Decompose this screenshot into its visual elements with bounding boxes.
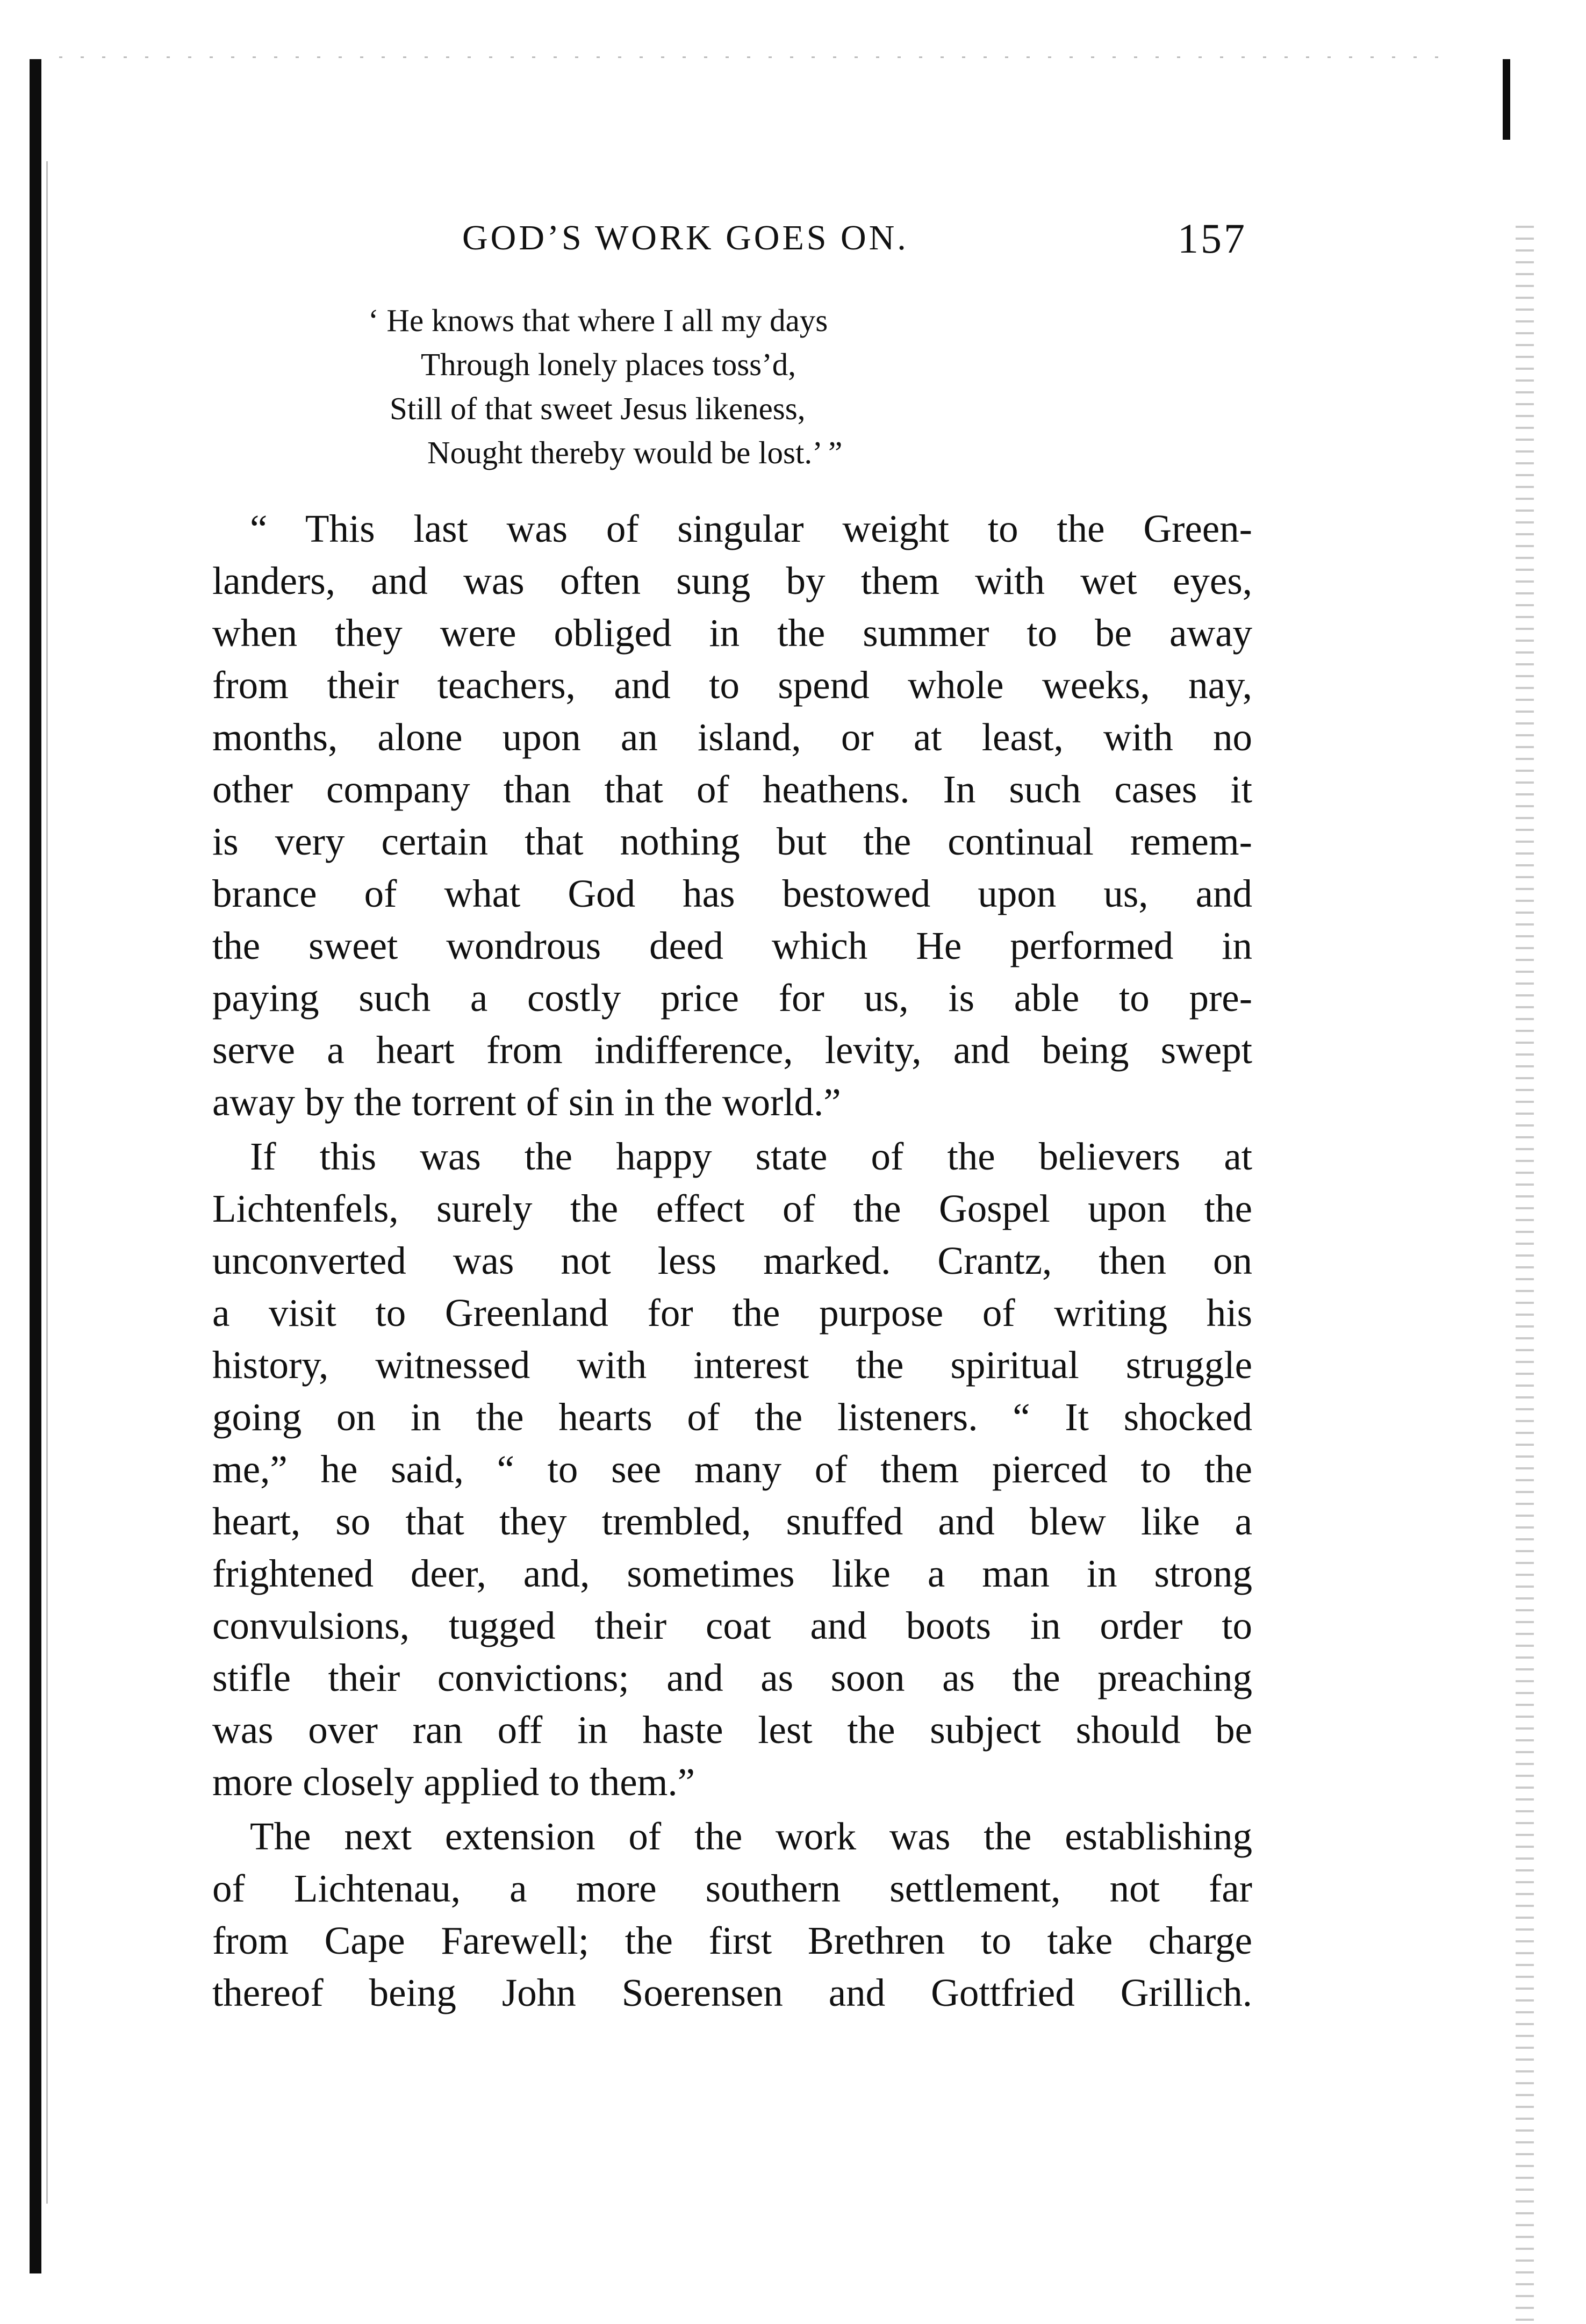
text-line: is very certain that nothing but the continual remem- xyxy=(212,820,1252,863)
scan-edge-left xyxy=(30,59,41,2273)
text-line: from Cape Farewell; the first Brethren to take charge xyxy=(212,1919,1252,1962)
text-line: frightened deer, and, sometimes like a man in strong xyxy=(212,1552,1252,1595)
text-line: brance of what God has bestowed upon us, and xyxy=(212,872,1252,915)
text-line: more closely applied to them.” xyxy=(212,1760,695,1804)
scan-edge-left-shadow xyxy=(46,161,48,2204)
text-line: heart, so that they trembled, snuffed and blew like a xyxy=(212,1500,1252,1543)
verse-line: Through lonely places toss’d, xyxy=(421,347,796,382)
text-line: other company than that of heathens. In such cases it xyxy=(212,768,1252,811)
text-line: landers, and was often sung by them with wet eyes, xyxy=(212,559,1252,602)
paragraph xyxy=(212,1810,1252,2019)
paragraph xyxy=(212,1130,1252,1808)
text-line: was over ran off in haste lest the subject should be xyxy=(212,1708,1252,1752)
text-line: convulsions, tugged their coat and boots in order to xyxy=(212,1604,1252,1647)
verse-line: Nought thereby would be lost.’ ” xyxy=(427,435,843,470)
verse-quote xyxy=(368,298,1067,475)
paragraph xyxy=(212,503,1252,1128)
text-line: paying such a costly price for us, is able to pre- xyxy=(212,976,1252,1020)
running-title: GOD’S WORK GOES ON. xyxy=(462,218,909,257)
text-line: serve a heart from indifference, levity, and being swept xyxy=(212,1028,1252,1072)
text-line: “ This last was of singular weight to the Green- xyxy=(250,507,1252,550)
scan-edge-right-noise xyxy=(1516,226,1534,2322)
text-line: If this was the happy state of the believers at xyxy=(250,1135,1252,1178)
text-line: from their teachers, and to spend whole weeks, nay, xyxy=(212,663,1252,707)
text-line: of Lichtenau, a more southern settlement, not far xyxy=(212,1867,1252,1910)
text-line: months, alone upon an island, or at least, with no xyxy=(212,715,1252,759)
verse-line: Still of that sweet Jesus likeness, xyxy=(390,391,806,426)
text-line: away by the torrent of sin in the world.” xyxy=(212,1080,841,1124)
text-line: me,” he said, “ to see many of them pierced to the xyxy=(212,1447,1252,1491)
page-number: 157 xyxy=(1178,215,1247,262)
text-line: the sweet wondrous deed which He performed in xyxy=(212,924,1252,967)
text-line: when they were obliged in the summer to be away xyxy=(212,611,1252,655)
text-line: stifle their convictions; and as soon as the preaching xyxy=(212,1656,1252,1699)
text-line: unconverted was not less marked. Crantz, then on xyxy=(212,1239,1252,1282)
text-line: history, witnessed with interest the spiritual struggle xyxy=(212,1343,1252,1387)
text-line: thereof being John Soerensen and Gottfried Grillich. xyxy=(212,1971,1252,2014)
text-line: going on in the hearts of the listeners. “ It shocked xyxy=(212,1395,1252,1439)
text-line: The next extension of the work was the establishing xyxy=(250,1814,1252,1858)
text-line: Lichtenfels, surely the effect of the Gospel upon the xyxy=(212,1187,1252,1230)
verse-line: ‘ He knows that where I all my days xyxy=(368,303,828,338)
running-head xyxy=(210,215,1247,282)
scan-edge-top-noise xyxy=(59,56,1456,58)
text-line: a visit to Greenland for the purpose of writing his xyxy=(212,1291,1252,1335)
body-text xyxy=(212,503,1252,2019)
scan-edge-right xyxy=(1503,59,1510,140)
